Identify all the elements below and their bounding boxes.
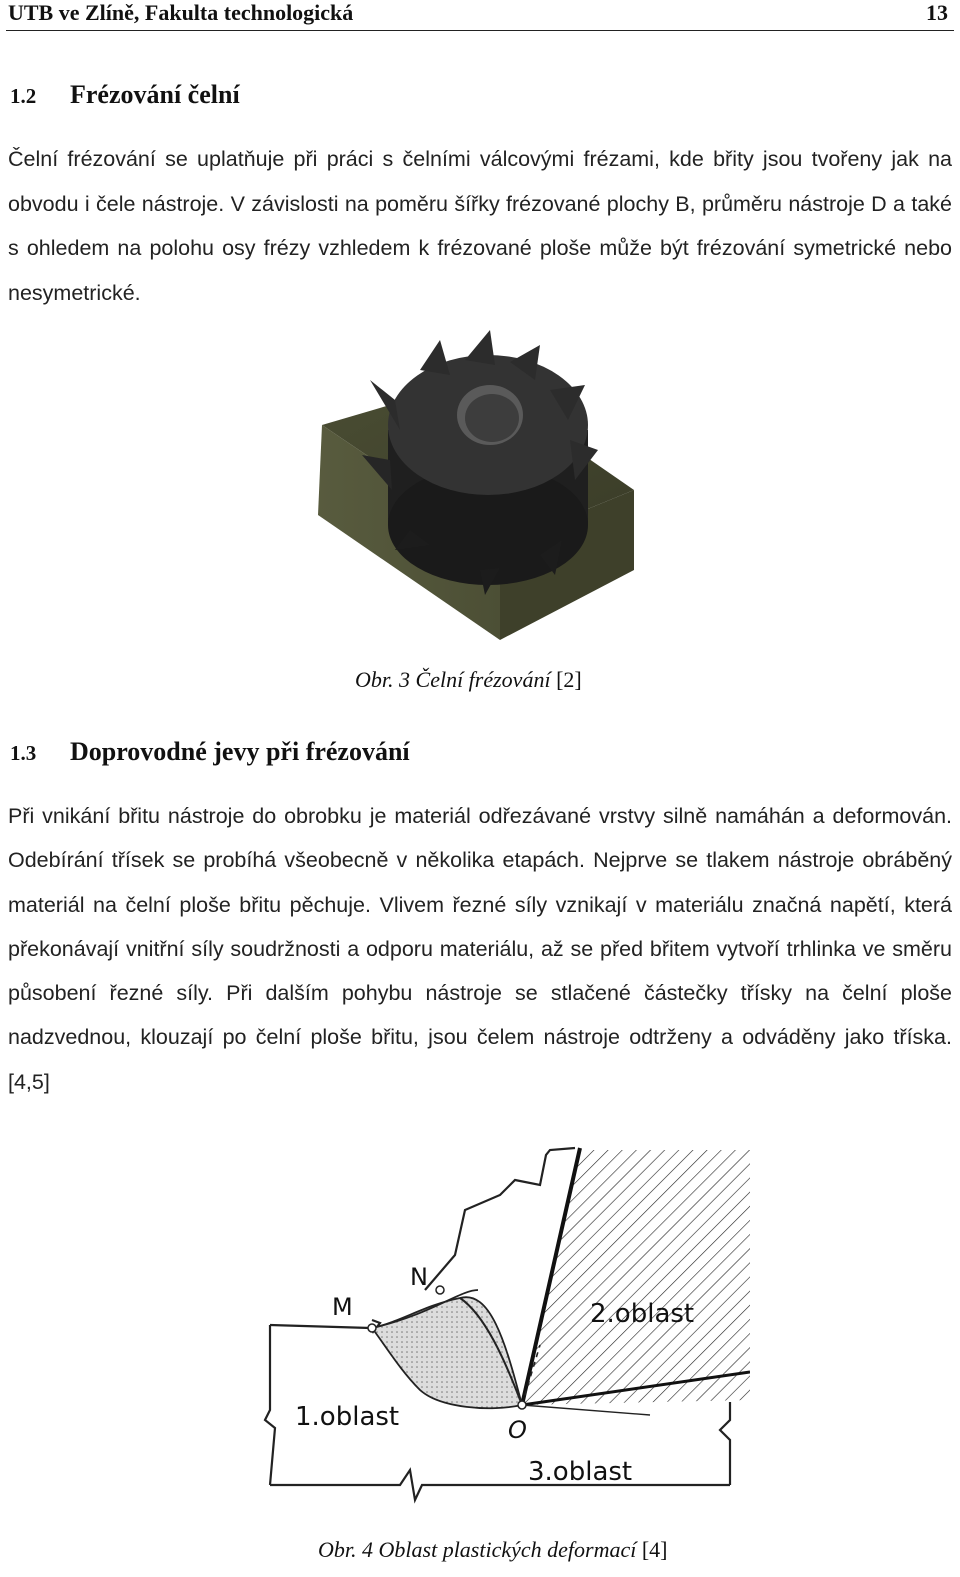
label-zone1: 1.oblast (295, 1402, 400, 1432)
page-header (6, 0, 954, 31)
section-1-2-paragraph: Čelní frézování se uplatňuje při práci s čelními válcovými frézami, kde břity jsou tvořeny jak na obvodu i čele nástroje. V závislosti na poměru šířky frézované plochy B, průměru nástroje D a také s ohledem na polohu osy frézy vzhledem k frézované ploše může být frézování symetrické nebo nesymetrické. (8, 147, 952, 305)
section-number: 1.3 (10, 741, 37, 765)
figure-4-ref: [4] (641, 1537, 668, 1562)
section-title: Doprovodné jevy při frézování (70, 737, 410, 766)
section-1-3-text: Při vnikání břitu nástroje do obrobku je materiál odřezávané vrstvy silně namáhán a deformován. Odebírání třísek se probíhá všeobecně v několika etapách. Nejprve se tlakem nástroje obráběný materiál na čelní ploše břitu pěchuje. Vlivem řezné síly vznikají v materiálu značná napětí, která překonávají vnitřní síly soudržnosti a odporu materiálu, až se před břitem vytvoří trhlinka ve směru působení řezné síly. Při dalším pohybu nástroje se stlačené částečky třísky na čelní ploše nadzvednou, klouzají po čelní ploše břitu, jsou čelem nástroje odtrženy a odváděny jako tříska. (8, 804, 952, 1050)
section-heading-1-3 (10, 737, 410, 767)
label-zone3: 3.oblast (528, 1457, 633, 1487)
figure-4-title: Oblast plastických deformací (378, 1537, 637, 1562)
section-1-3-ref: [4,5] (8, 1069, 50, 1094)
figure-3-ref: [2] (556, 667, 582, 692)
label-m: M (332, 1293, 353, 1321)
workpiece-outline (270, 1320, 380, 1332)
point-n (436, 1286, 444, 1294)
section-number: 1.2 (10, 84, 37, 108)
cutting-tool (522, 1148, 750, 1405)
point-o (518, 1401, 526, 1409)
point-m (368, 1324, 376, 1332)
label-zone2: 2.oblast (590, 1299, 695, 1329)
figure-4-caption (318, 1537, 668, 1563)
deformation-zones-diagram (250, 1140, 750, 1510)
section-1-3-paragraph (8, 794, 952, 1104)
label-n: N (410, 1263, 428, 1291)
figure-4-label: Obr. 4 (318, 1537, 374, 1562)
figure-3-caption (355, 667, 582, 693)
face-milling-illustration (300, 330, 660, 640)
header-title: UTB ve Zlíně, Fakulta technologická (8, 0, 354, 25)
figure-3-title: Čelní frézování (415, 667, 551, 692)
section-title: Frézování čelní (70, 80, 240, 109)
figure-3-label: Obr. 3 (355, 667, 411, 692)
section-heading-1-2 (10, 80, 240, 110)
label-o: O (508, 1416, 527, 1444)
page-number: 13 (926, 0, 948, 25)
